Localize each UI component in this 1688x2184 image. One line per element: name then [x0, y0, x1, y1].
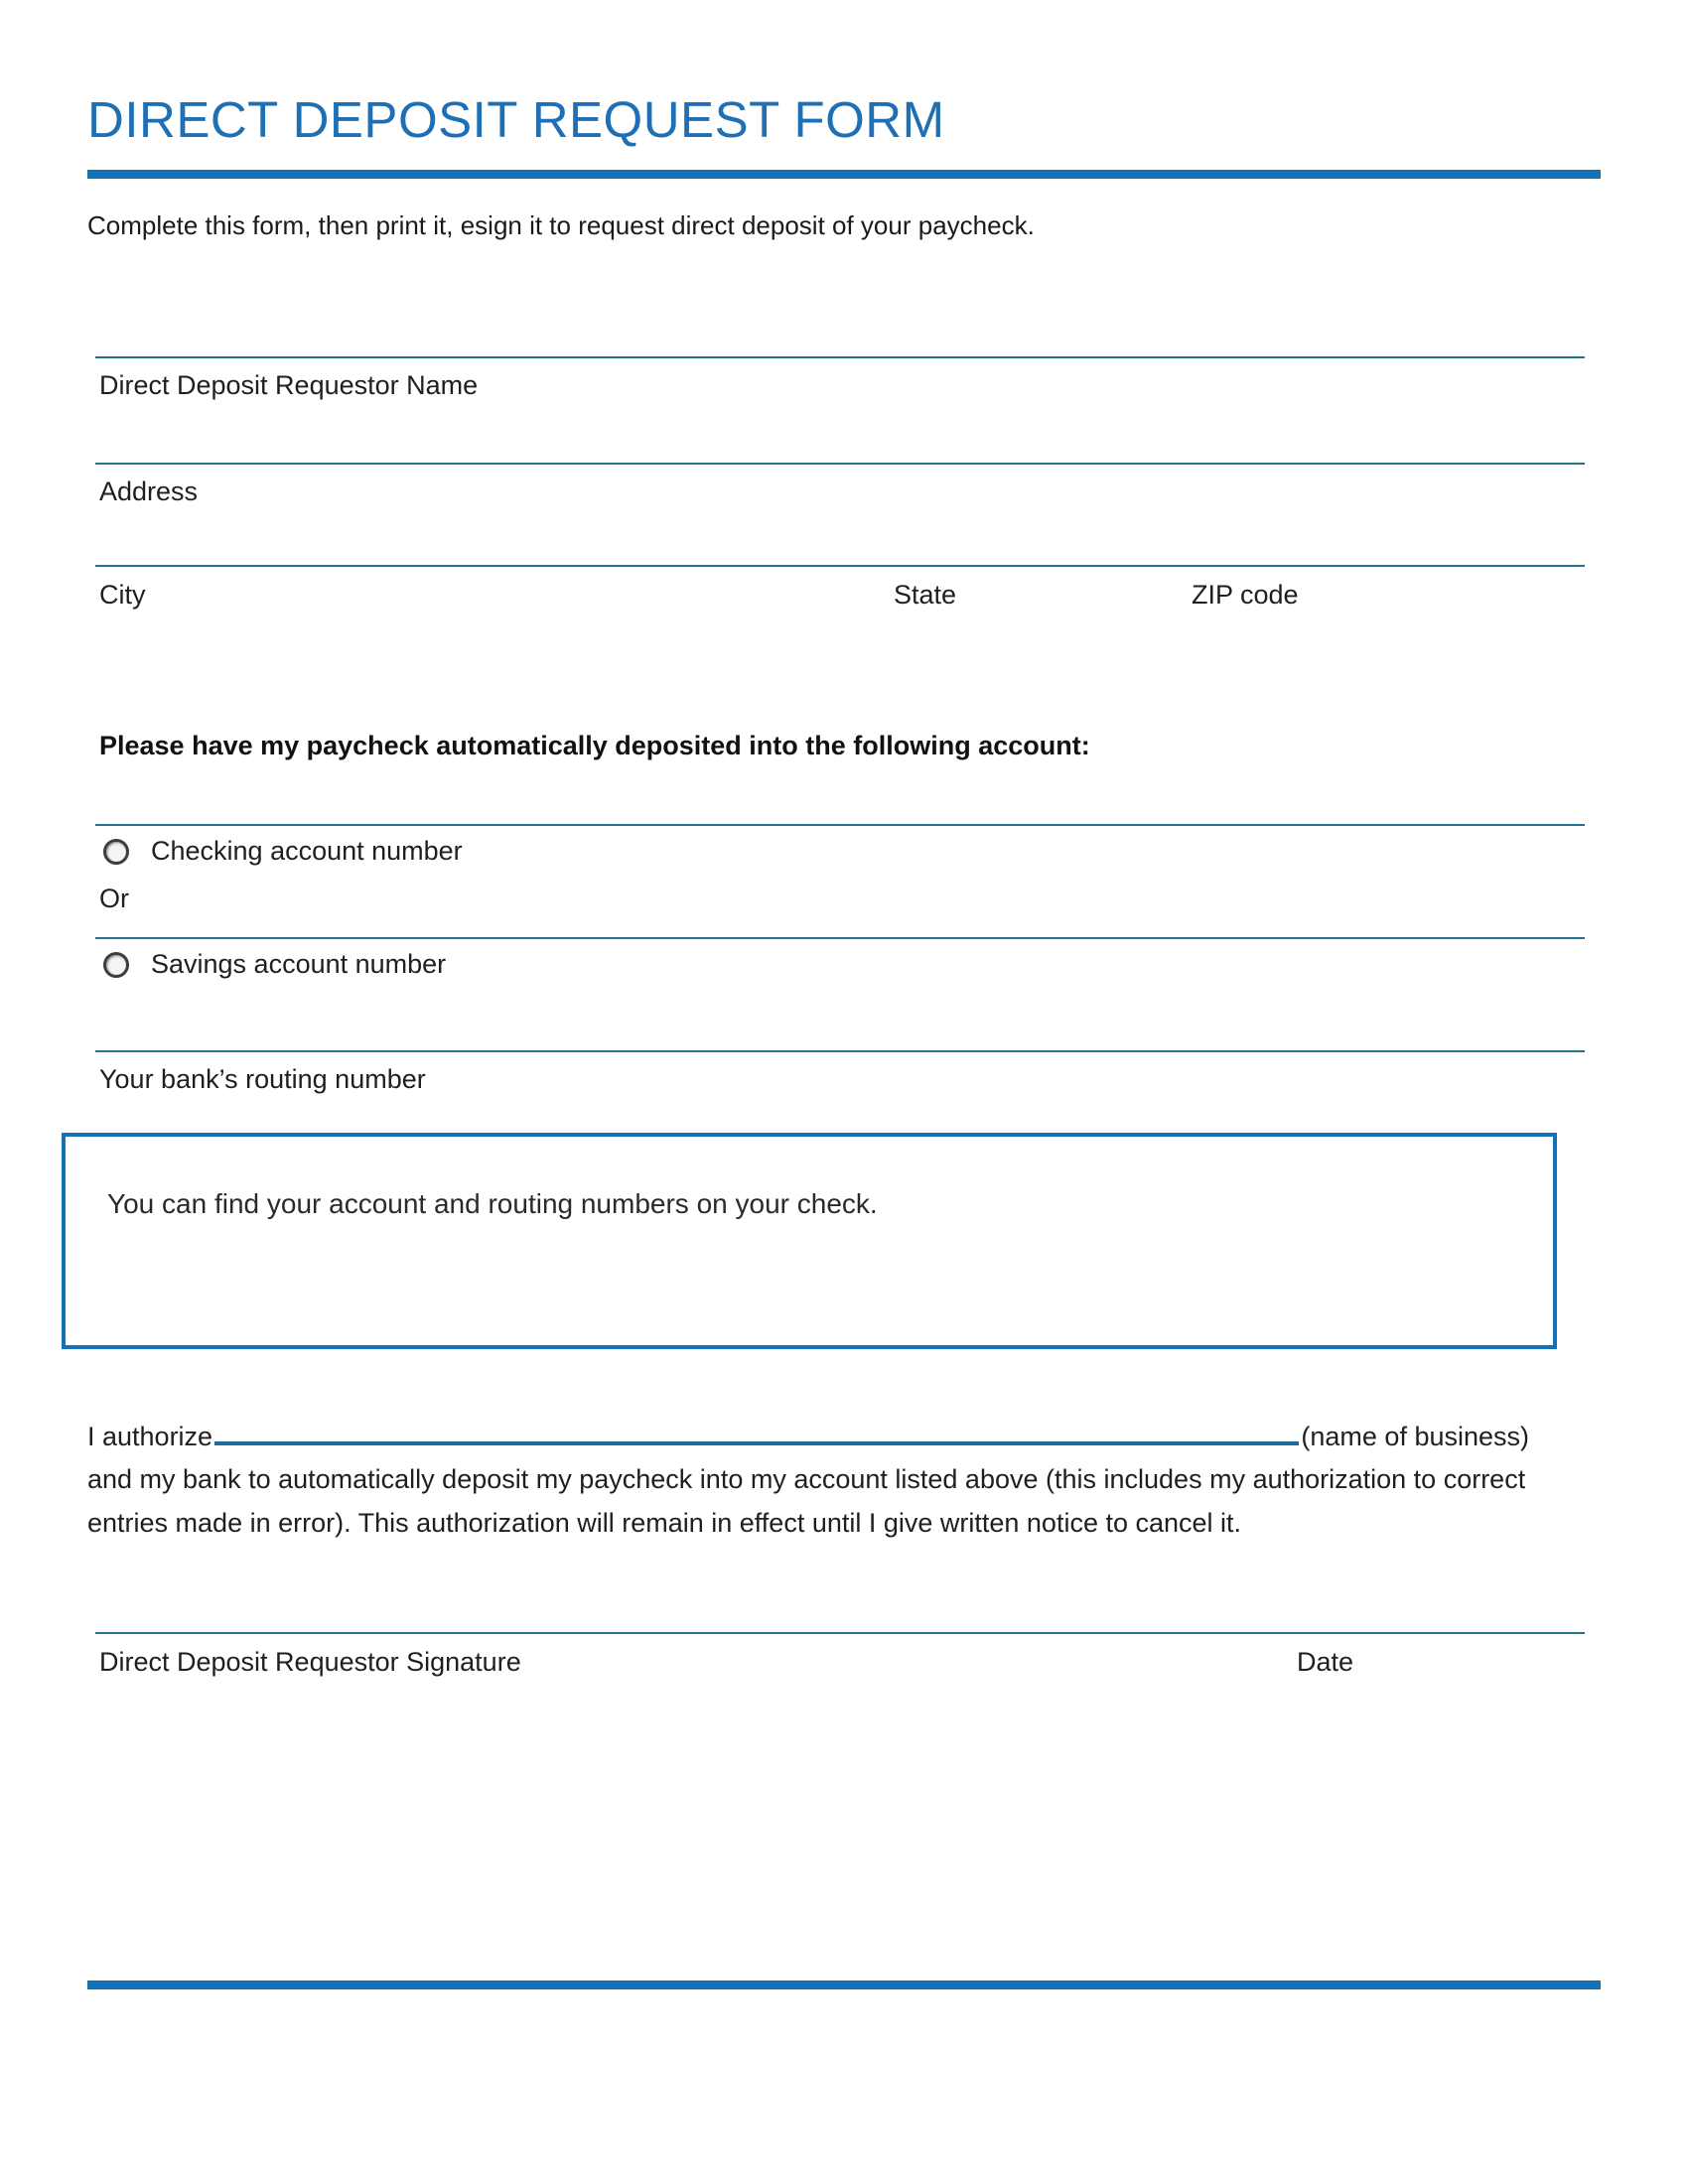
account-section-prompt: Please have my paycheck automatically deposited into the following account:: [99, 731, 1090, 760]
authorize-prefix-text: I authorize: [87, 1422, 213, 1451]
page-title: DIRECT DEPOSIT REQUEST FORM: [87, 91, 945, 148]
savings-account-label: Savings account number: [151, 949, 447, 979]
address-input[interactable]: [95, 463, 1585, 465]
signature-label: Direct Deposit Requestor Signature: [99, 1647, 521, 1677]
intro-instructions: Complete this form, then print it, esign it to request direct deposit of your paycheck.: [87, 210, 1035, 240]
zip-code-label: ZIP code: [1192, 580, 1299, 610]
address-label: Address: [99, 477, 199, 506]
requestor-name-input[interactable]: [95, 356, 1585, 358]
authorization-body-text: and my bank to automatically deposit my paycheck into my account listed above (this includes my authorization to correct entries made in error). This authorization will remain in effect until I give written notice to cancel it.: [87, 1464, 1526, 1538]
city-state-zip-input[interactable]: [95, 565, 1585, 567]
state-label: State: [894, 580, 957, 610]
routing-info-box: [62, 1133, 1557, 1349]
checking-radio-icon[interactable]: [103, 839, 129, 865]
routing-number-input[interactable]: [95, 1050, 1585, 1052]
savings-account-number-input[interactable]: [95, 937, 1585, 939]
city-label: City: [99, 580, 146, 610]
authorization-line: [87, 1416, 1529, 1452]
checking-account-label: Checking account number: [151, 836, 463, 866]
date-label: Date: [1297, 1647, 1354, 1677]
savings-account-option[interactable]: [103, 949, 446, 980]
header-divider: [87, 170, 1601, 179]
routing-number-label: Your bank’s routing number: [99, 1064, 426, 1094]
checking-account-number-input[interactable]: [95, 824, 1585, 826]
requestor-name-label: Direct Deposit Requestor Name: [99, 370, 479, 400]
savings-radio-icon[interactable]: [103, 952, 129, 978]
routing-info-text: You can find your account and routing numbers on your check.: [107, 1188, 878, 1219]
name-of-business-text: (name of business): [1301, 1422, 1529, 1451]
footer-divider: [87, 1980, 1601, 1989]
business-name-input[interactable]: [214, 1416, 1299, 1445]
checking-account-option[interactable]: [103, 836, 463, 867]
signature-input[interactable]: [95, 1632, 1585, 1634]
or-label: Or: [99, 884, 129, 913]
